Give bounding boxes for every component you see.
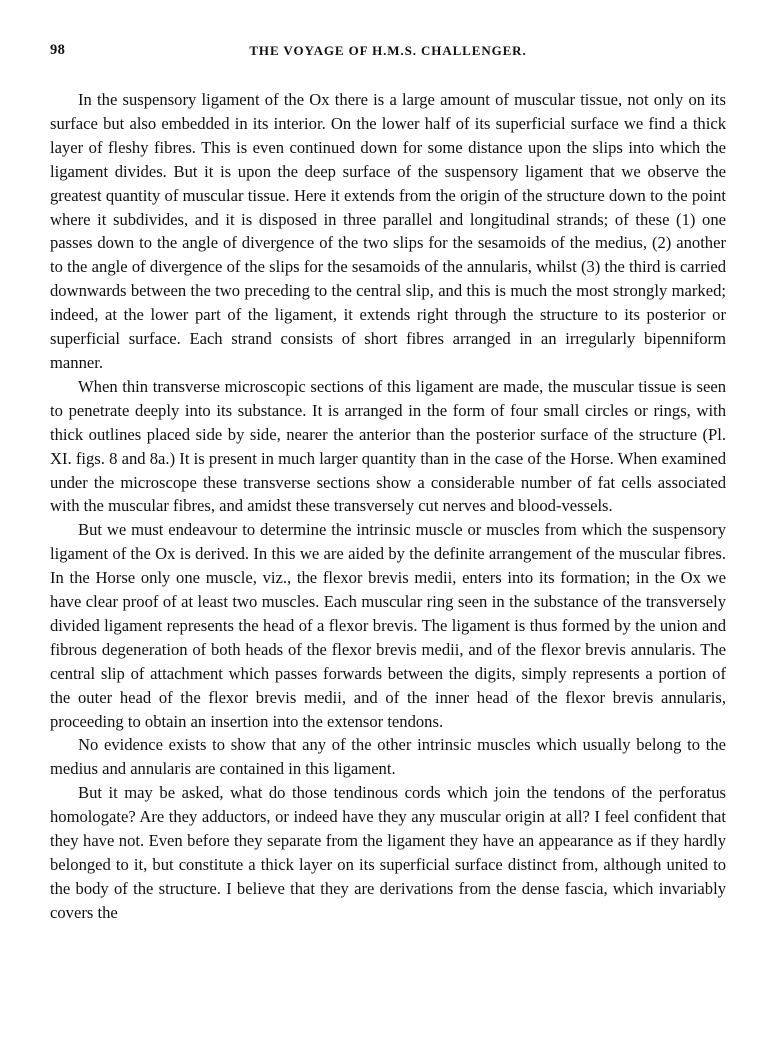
paragraph: But we must endeavour to determine the intrinsic muscle or muscles from which the suspensory ligament of the Ox is derived. In this we are aided by the definite arrangement of the muscular fibres. In the Horse only one muscle, viz., the flexor brevis medii, enters into its formation; in the Ox we have clear proof of at least two muscles. Each muscular ring seen in the substance of the transversely divided ligament represents the head of a flexor brevis. The ligament is thus formed by the union and fibrous degeneration of both heads of the flexor brevis medii, and of the flexor brevis annularis. The central slip of attachment which passes forwards between the digits, simply represents a portion of the outer head of the flexor brevis medii, and of the inner head of the flexor brevis annularis, proceeding to obtain an insertion into the extensor tendons. [50,520,726,731]
paragraph: No evidence exists to show that any of the other intrinsic muscles which usually belong to the medius and annularis are contained in this ligament. [50,735,726,779]
running-header [50,42,726,66]
paragraph: But it may be asked, what do those tendinous cords which join the tendons of the perforatus homologate? Are they adductors, or indeed have they any muscular origin at all? I feel confident that they have not. Even before they separate from the ligament they have an appearance as if they hardly belonged to it, but constitute a thick layer on its superficial surface distinct from, although united to the body of the structure. I believe that they are derivations from the dense fascia, which invariably covers the [50,783,726,922]
document-page [50,42,726,925]
body-text [50,88,726,925]
paragraph: In the suspensory ligament of the Ox there is a large amount of muscular tissue, not only on its surface but also embedded in its interior. On the lower half of its superficial surface we find a thick layer of fleshy fibres. This is even continued down for some distance upon the slips into which the ligament divides. But it is upon the deep surface of the suspensory ligament that we observe the greatest quantity of muscular tissue. Here it extends from the origin of the structure down to the point where it subdivides, and it is disposed in three parallel and longitudinal strands; of these (1) one passes down to the angle of divergence of the two slips for the sesamoids of the medius, (2) another to the angle of divergence of the slips for the sesamoids of the annularis, whilst (3) the third is carried downwards between the two preceding to the central slip, and this is much the most strongly marked; indeed, at the lower part of the ligament, it extends right through the structure to its posterior or superficial surface. Each strand consists of short fibres arranged in an irregularly bipenniform manner. [50,90,726,372]
paragraph: When thin transverse microscopic sections of this ligament are made, the muscular tissue is seen to penetrate deeply into its substance. It is arranged in the form of four small circles or rings, with thick outlines placed side by side, nearer the anterior than the posterior surface of the structure (Pl. XI. figs. 8 and 8a.) It is present in much larger quantity than in the case of the Horse. When examined under the microscope these transverse sections show a considerable number of fat cells associated with the muscular fibres, and amidst these transversely cut nerves and blood-vessels. [50,376,726,516]
running-title: THE VOYAGE OF H.M.S. CHALLENGER. [249,43,527,58]
page-number: 98 [50,42,66,58]
